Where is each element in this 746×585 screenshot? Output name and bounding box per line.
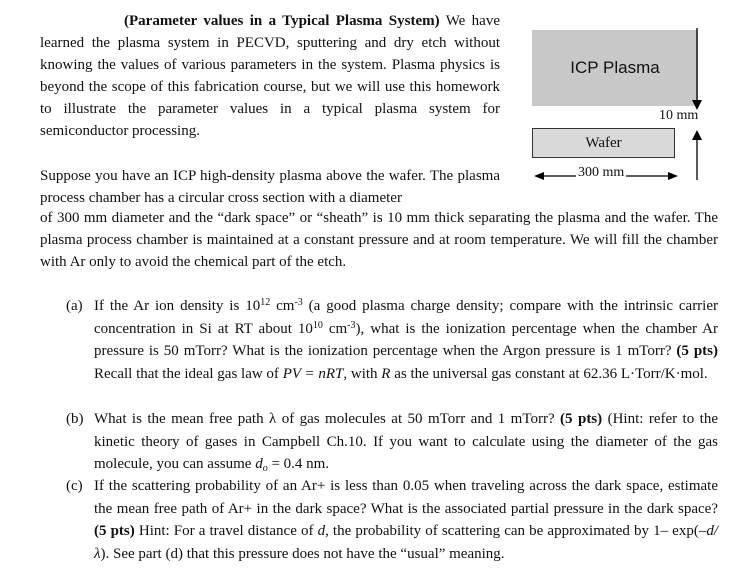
- setup-paragraph-part2: of 300 mm diameter and the “dark space” or “sheath” is 10 mm thick separating the plasma and the wafer. The plasma process chamber is maintained at a constant pressure and at room temperature. We will fill the chamber with Ar only to avoid the chemical part of the etch.: [40, 210, 718, 270]
- distance-symbol: d: [317, 523, 326, 539]
- ideal-gas-equation: PV = nRT: [282, 365, 344, 382]
- question-c-text: ). See part (d) that this pressure does not have the “usual” meaning.: [100, 545, 505, 562]
- question-a-text: Recall that the ideal gas law of: [94, 365, 283, 382]
- unit-cm: cm: [270, 298, 295, 314]
- question-a-text: If the Ar ion density is 10: [94, 298, 261, 314]
- setup-paragraph-part1: Suppose you have an ICP high-density plasma above the wafer. The plasma process chamber has a circular cross section with a diameter: [40, 168, 500, 206]
- intro-text: We have learned the plasma system in PECVD, sputtering and dry etch without knowing the values of various parameters in the system. Plasma physics is beyond the scope of this fabrication course, but we will use this homework to illustrate the parameter values in a typical plasma system for semiconductor processing.: [40, 13, 500, 139]
- question-a-text: (a good plasma charge density; compare with the intrinsic carrier concentration in Si at RT about 10: [94, 298, 719, 337]
- problem-title: (Parameter values in a Typical Plasma System): [124, 13, 440, 29]
- intro-paragraph: [40, 10, 500, 142]
- question-a-text: , with: [343, 365, 382, 382]
- question-a-text: as the universal gas constant at 62.36 L·Torr/K·mol.: [390, 365, 708, 382]
- question-a-label: (a): [66, 298, 83, 314]
- dimension-arrows: [520, 20, 746, 190]
- exp-neg3: -3: [294, 297, 303, 308]
- question-b-text: What is the mean free path λ of gas molecules at 50 mTorr and 1 mTorr?: [94, 411, 561, 427]
- points-badge: (5 pts): [94, 523, 135, 539]
- d-over-lambda: d/λ: [94, 523, 718, 562]
- question-a-text: ), what is the ionization percentage when the chamber Ar pressure is 50 mTorr? What is the ionization percentage when the Argon pressure is 1 mTorr?: [94, 320, 718, 359]
- exp-10: 10: [312, 319, 323, 331]
- unit-cm: cm: [322, 320, 348, 337]
- question-c-text: If the scattering probability of an Ar+ is less than 0.05 when traveling across the dark space, estimate the mean free path of Ar+ in the dark space? What is the associated partial pressure in the dark space?: [94, 478, 718, 517]
- gas-constant-symbol: R: [381, 365, 391, 382]
- question-b-label: (b): [66, 411, 84, 427]
- chamber-figure: [520, 20, 746, 190]
- question-c-text: , the probability of scattering can be approximated by 1– exp(–: [325, 523, 707, 539]
- gap-10mm-label: 10 mm: [659, 108, 699, 123]
- points-badge: (5 pts): [560, 411, 603, 427]
- question-c-label: (c): [66, 478, 83, 494]
- width-300mm-label: 300 mm: [578, 165, 625, 180]
- exp-neg3: -3: [347, 319, 356, 331]
- diameter-subscript: o: [262, 463, 268, 474]
- wafer-label: Wafer: [585, 134, 622, 151]
- question-b: [66, 408, 718, 476]
- icp-plasma-label: ICP Plasma: [570, 58, 660, 77]
- gap-arrowhead-up: [692, 130, 702, 140]
- question-b-text: (Hint: refer to the kinetic theory of gases in Campbell Ch.10. If you want to calculate using the diameter of the gas molecule, you can assume: [94, 411, 718, 472]
- diameter-symbol: d: [255, 456, 263, 472]
- question-c-text: Hint: For a travel distance of: [134, 523, 318, 539]
- points-badge: (5 pts): [676, 343, 718, 359]
- question-c: [66, 475, 718, 565]
- width-arrowhead-left: [534, 172, 544, 180]
- exp-12: 12: [260, 297, 271, 308]
- question-b-text: = 0.4 nm.: [267, 456, 330, 472]
- width-arrowhead-right: [668, 172, 678, 180]
- question-a: [66, 295, 718, 385]
